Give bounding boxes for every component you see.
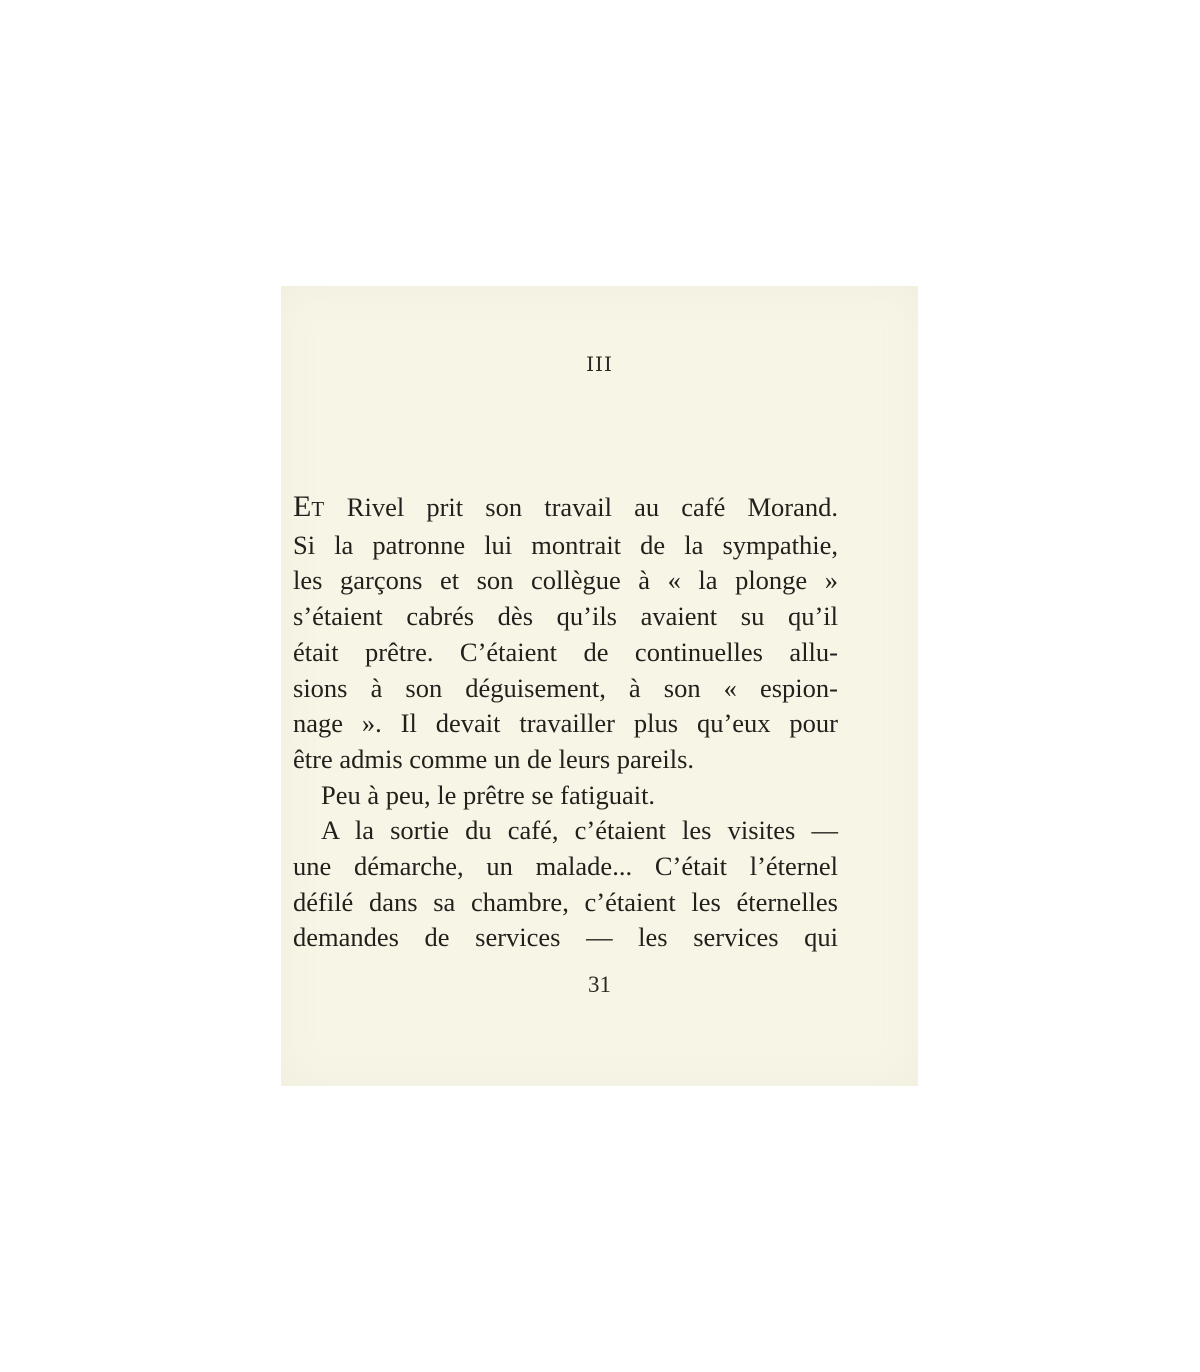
paragraph-3-line-3: défilé dans sa chambre, c’étaient les éternelles xyxy=(293,886,838,917)
paragraph-1-line-6: sions à son déguisement, à son « espion- xyxy=(293,672,838,703)
paragraph-3-line-2: une démarche, un malade... C’était l’éternel xyxy=(293,851,838,882)
paragraph-1-line-4: s’étaient cabrés dès qu’ils avaient su qu’il xyxy=(293,601,838,632)
paragraph-3-line-1: A la sortie du café, c’étaient les visites — xyxy=(321,815,838,846)
paragraph-2-line-1: Peu à peu, le prêtre se fatiguait. xyxy=(321,779,656,810)
paragraph-3-line-4: demandes de services — les services qui xyxy=(293,922,838,953)
book-page xyxy=(281,286,918,1086)
paragraph-1-line-8: être admis comme un de leurs pareils. xyxy=(293,743,695,774)
paragraph-1-line-3: les garçons et son collègue à « la plonge » xyxy=(293,565,838,596)
paragraph-1-line-7: nage ». Il devait travailler plus qu’eux pour xyxy=(293,708,838,739)
chapter-heading: III xyxy=(586,352,613,376)
page-number: 31 xyxy=(588,972,611,997)
body-text xyxy=(293,489,838,956)
drop-cap: E xyxy=(293,490,312,523)
small-cap: T xyxy=(311,497,325,521)
paragraph-1-line-1 xyxy=(293,489,838,528)
paragraph-1-line-2: Si la patronne lui montrait de la sympathie, xyxy=(293,529,838,560)
paragraph-1-line-5: était prêtre. C’étaient de continuelles allu- xyxy=(293,636,838,667)
opening-text: Rivel prit son travail au café Morand. xyxy=(324,492,838,522)
